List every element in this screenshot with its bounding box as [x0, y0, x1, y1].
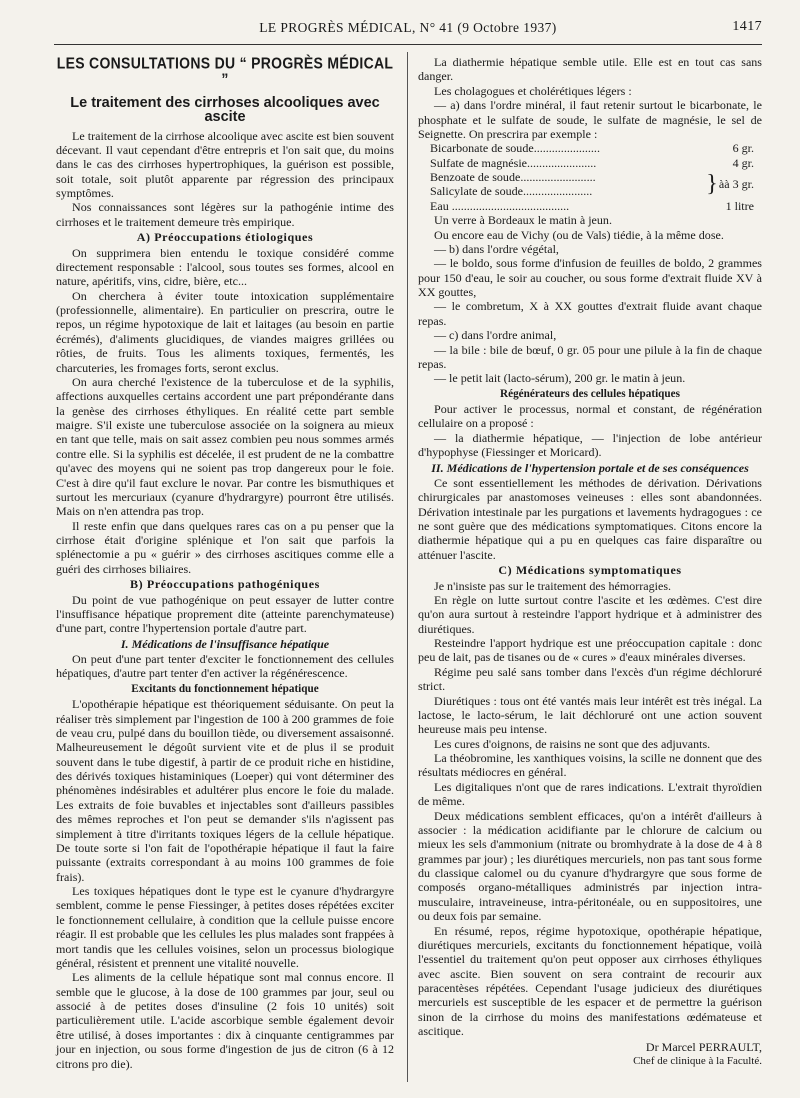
paragraph: Deux médications semblent efficaces, qu'on a intérêt d'ailleurs à associer : la médication acidifiante par le chlorure de calcium ou mieux les sels d'ammonium (nitrate ou bromhydrate à la dose de 4 à 8 grammes par jour) ; les diurétiques mercuriels, non pas tant sous forme du classique calomel ou du cyanure d'hydrargyre que sous forme de composés organo-métalliques administrés par injection intra-musculaire, intraveineuse, intra-péritonéale, ou en suppositoires, une ou deux fois par semaine.: [418, 808, 762, 924]
paragraph: La théobromine, les xanthiques voisins, la scille ne donnent que des résultats médiocres en général.: [418, 751, 762, 780]
heading-b: B) Préoccupations pathogéniques: [130, 577, 320, 592]
paragraph: Diurétiques : tous ont été vantés mais leur intérêt est très inégal. La lactose, le lacto-sérum, le lait déchloruré ont une action souvent heureuse mais peu intense.: [418, 693, 762, 737]
paragraph: — le combretum, X à XX gouttes d'extrait fluide avant chaque repas.: [418, 299, 762, 328]
paragraph: Les toxiques hépatiques dont le type est le cyanure d'hydrargyre semblent, comme le pense Fiessinger, à petites doses répétées exciter le fonctionnement cellulaire, à condition que la cellule puisse encore réagir. Il est probable que les cellules les plus malades sont frappées à mort tandis que les cellules voisines, selon un processus biologique général, résistent et prennent une vitalité nouvelle.: [56, 884, 394, 970]
paragraph: Resteindre l'apport hydrique est une préoccupation capitale : donc peu de lait, pas de tisanes ou de « cures » d'eaux minérales diverses.: [418, 636, 762, 665]
prescription-quantity: àà 3 gr.: [718, 177, 754, 192]
paragraph: On aura cherché l'existence de la tuberculose et de la syphilis, affections auxquelles certains accordent une part prépondérante dans la genèse des cirrhoses éthyliques. En réalité cette part semble maigre. S'il existe une tuberculose associée on la soignera au mieux en tant que telle, mais on sait assez combien peu nous sommes armés contre elle. Si la syphilis est décelée, il est prudent de ne la combattre qu'avec des moyens qui ne soient pas trop dangereux pour le foie. C'est à dire qu'il faut exclure le novar. Par contre les bismuthiques et surtout les mercuriaux (cyanure d'hydrargyre) pourront être utilisés. Mais on n'en attendra pas trop.: [56, 374, 394, 519]
prescription-row: [418, 156, 762, 170]
paragraph: Pour activer le processus, normal et constant, de régénération cellulaire on a proposé :: [418, 402, 762, 431]
running-header: [54, 18, 762, 38]
paragraph: Le traitement de la cirrhose alcoolique avec ascite est bien souvent décevant. Il vaut cependant d'être entrepris et l'on sait que, du moins dans le cas des cirrhoses hypertrophiques, la guérison est possible, soit totale, soit plutôt apparente par régression des principaux symptômes.: [56, 128, 394, 200]
paragraph: Les cholagogues et cholérétiques légers :: [434, 83, 632, 98]
prescription-item: Sulfate de magnésie.......................: [430, 155, 597, 170]
heading-c: C) Médications symptomatiques: [498, 563, 682, 578]
paragraph: Je n'insiste pas sur le traitement des hémorragies.: [434, 578, 672, 593]
paragraph: Régime peu salé sans tomber dans l'excès d'un régime déchloruré strict.: [418, 664, 762, 694]
column-divider: [407, 52, 408, 1082]
paragraph: — le petit lait (lacto-sérum), 200 gr. le matin à jeun.: [434, 371, 686, 386]
paragraph: On supprimera bien entendu le toxique considéré comme directement responsable : l'alcool, sous toutes ses formes, alcool en nature, apéritifs, vins, cidre, bière, etc...: [56, 245, 394, 289]
prescription-quantity: 1 litre: [725, 198, 754, 213]
prescription-table: [418, 141, 762, 213]
prescription-item: Salicylate de soude.......................: [430, 184, 593, 199]
article-title: Le traitement des cirrhoses alcooliques avec ascite: [70, 94, 380, 126]
paragraph: — la diathermie hépatique, — l'injection de lobe antérieur d'hypophyse (Fiessinger et Moricard).: [418, 430, 762, 460]
prescription-row: [418, 141, 762, 155]
paragraph: On cherchera à éviter toute intoxication supplémentaire (professionnelle, alimentaire). En particulier on prescrira, outre le repos, un régime hypotoxique de lait et laitages (au besoin en partie écrémés), d'aliments glucidiques, de viandes maigres grillées ou rôties, de fruits. Tous les aliments toxiques, fermentés, les charcuteries, les fromages forts, seront exclus.: [56, 288, 394, 375]
paragraph: — b) dans l'ordre végétal,: [434, 241, 559, 256]
paragraph: — c) dans l'ordre animal,: [434, 328, 557, 343]
paragraph: Ou encore eau de Vichy (ou de Vals) tiédie, à la même dose.: [434, 227, 724, 242]
paragraph: Les digitaliques n'ont que de rares indications. L'extrait thyroïdien de même.: [418, 779, 762, 809]
paragraph: Les cures d'oignons, de raisins ne sont que des adjuvants.: [434, 736, 711, 751]
header-rule: [54, 44, 762, 45]
heading-ii: II. Médications de l'hypertension portale et de ses conséquences: [431, 460, 749, 475]
author-signature: Dr Marcel PERRAULT,: [645, 1039, 762, 1054]
section-title: LES CONSULTATIONS DU “ PROGRÈS MÉDICAL ”: [56, 53, 394, 89]
paragraph: — le boldo, sous forme d'infusion de feuilles de boldo, 2 grammes pour 150 d'eau, le soir au coucher, ou sous forme d'extrait fluide XV à XX gouttes,: [418, 256, 762, 299]
prescription-item: Eau .......................................: [430, 198, 570, 213]
running-title: LE PROGRÈS MÉDICAL, N° 41 (9 Octobre 1937): [259, 20, 557, 35]
paragraph: Les aliments de la cellule hépatique sont mal connus encore. Il semble que le glucose, à la dose de 100 grammes par jour, seul ou associé à de petites doses d'insuline (2 fois 10 unités) soit particulièrement utile. L'acide ascorbique semble également devoir être utilisé, à doses importantes : dix à cinquante centigrammes par jour en injection, ou sous forme d'ingestion de jus de citron (6 à 12 citrons pro die).: [56, 970, 394, 1071]
right-column: [418, 55, 762, 1068]
paragraph: Nos connaissances sont légères sur la pathogénie intime des cirrhoses et le traitement demeure très empirique.: [56, 200, 394, 229]
prescription-row: [418, 170, 762, 184]
paragraph: En résumé, repos, régime hypotoxique, opothérapie hépatique, diurétiques mercuriels, excitants du fonctionnement hépatique, voilà l'essentiel du traitement qu'on peut opposer aux cirrhoses éthyliques avec ascite. Bien souvent on sera contraint de recourir aux paracentèses répétées. Cependant l'usage judicieux des diurétiques mercuriels est susceptible de les espacer et de permettre la guérison sinon de la cirrhose du moins des manifestations œdémateuse et ascitique.: [418, 923, 762, 1039]
paragraph: Un verre à Bordeaux le matin à jeun.: [434, 213, 612, 228]
paragraph: En règle on lutte surtout contre l'ascite et les œdèmes. C'est dire qu'on aura surtout à resteindre l'apport hydrique et à administrer des diurétiques.: [418, 592, 762, 636]
heading-excitants: Excitants du fonctionnement hépatique: [131, 682, 319, 695]
paragraph: Ce sont essentiellement les méthodes de dérivation. Dérivations chirurgicales par anastomoses veineuses : elles sont abandonnées. Dérivation intestinale par les purgations et lavements hydragogues : ce ne sont guère que des médications symptomatiques. Citons encore la diathermie hépatique qui a pu en quelques cas faire disparaître ou atténuer l'ascite.: [418, 475, 762, 562]
paragraph: L'opothérapie hépatique est théoriquement séduisante. On peut la réaliser très simplement par l'ingestion de 100 à 200 grammes de foie de veau cru, pulpé dans du bouillon tiède, ou diversement assaisonné. Malheureusement le dégoût survient vite et de plus il se produit souvent dans le tube digestif, à partir de ce produit riche en histidine, des dérivés toxiques histaminiques (Loeper) qui vont déterminer des phénomènes indésirables et adultérer plus encore le foie du malade. Les extraits de foie buvables et injectables sont d'ailleurs passibles des mêmes reproches et l'on peut se demander s'ils n'agissent pas simplement à titre d'irritants toxiques légers de la cellule hépatique. De toute sorte si l'on fait de l'opothérapie hépatique il faut la faire puissante (extraits correspondant à au moins 100 grammes de foie frais).: [56, 697, 394, 884]
paragraph: — a) dans l'ordre minéral, il faut retenir surtout le bicarbonate, le phosphate et le sulfate de soude, le sulfate de magnésie, le sel de Seignette. On prescrira par exemple :: [418, 98, 762, 141]
prescription-item: Bicarbonate de soude......................: [430, 141, 600, 156]
heading-i: I. Médications de l'insuffisance hépatique: [120, 636, 330, 651]
heading-regenerateurs: Régénérateurs des cellules hépatiques: [500, 387, 680, 400]
heading-a: A) Préoccupations étiologiques: [136, 230, 314, 245]
paragraph: La diathermie hépatique semble utile. Elle est en tout cas sans danger.: [418, 55, 762, 84]
paragraph: Du point de vue pathogénique on peut essayer de lutter contre l'insuffisance hépatique proprement dite (atteinte parenchymateuse) d'une part, contre l'hypertension portale d'autre part.: [56, 592, 394, 636]
prescription-quantity: 4 gr.: [732, 155, 754, 170]
page-number: 1417: [732, 19, 762, 34]
prescription-item: Benzoate de soude.........................: [430, 170, 596, 184]
prescription-brace: }: [706, 171, 718, 198]
paragraph: — la bile : bile de bœuf, 0 gr. 05 pour une pilule à la fin de chaque repas.: [418, 342, 762, 371]
prescription-row: [418, 199, 762, 213]
paragraph: Il reste enfin que dans quelques rares cas on a pu penser que la cirrhose était d'origine splénique et l'on sait que parfois la splénectomie a pu « guérir » des cirrhoses ascitiques comme elle a guéri des cirrhoses biliaires.: [56, 518, 394, 576]
paragraph: On peut d'une part tenter d'exciter le fonctionnement des cellules hépatiques, d'autre part tenter d'en activer la régénérescence.: [56, 652, 394, 681]
prescription-quantity: 6 gr.: [732, 141, 754, 156]
author-affiliation: Chef de clinique à la Faculté.: [633, 1054, 762, 1067]
left-column: [56, 55, 394, 1071]
